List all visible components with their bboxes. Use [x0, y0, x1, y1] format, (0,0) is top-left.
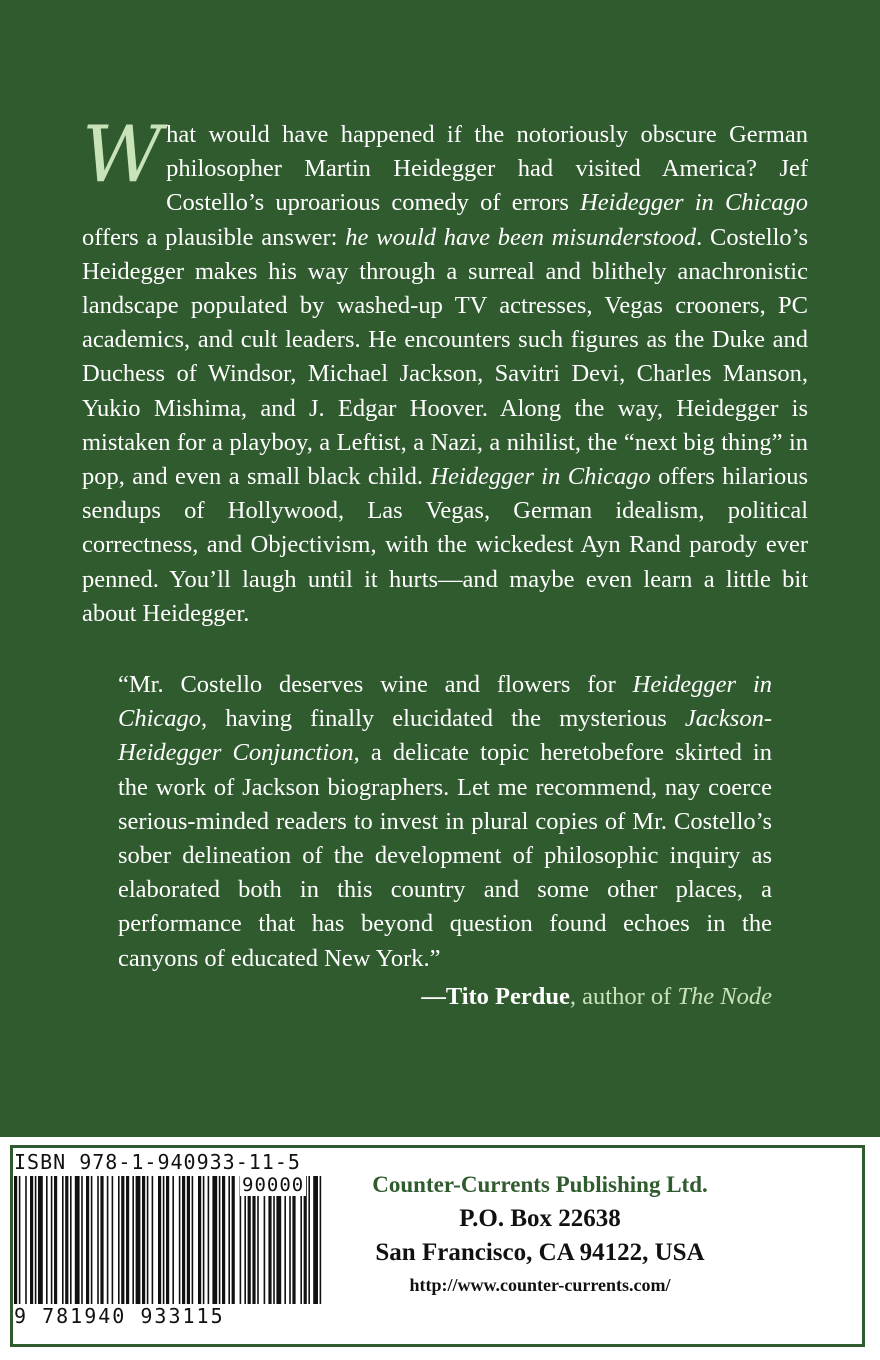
blurb-book-title: Heidegger in Chicago [580, 189, 808, 217]
blurb-text-3: . Costello’s Heidegger makes his way through a surreal and blithely anachronistic landscape populated by washed-up TV actresses, Vegas crooners, PC academics, and cult leaders. He encounters such figures as the Duke and Duchess of Windsor, Michael Jackson, Savitri Devi, Charles Manson, Yukio Mishima, and J. Edgar Hoover. Along the way, Heidegger is mistaken for a playboy, a Leftist, a Nazi, a nihilist, the “next big thing” in pop, and even a small black child. [82, 223, 808, 491]
barcode-bar [212, 1176, 217, 1304]
barcode-bar [81, 1176, 83, 1304]
quote-text-2: , having finally elucidated the mysterious [201, 705, 685, 733]
publisher-po-box: P.O. Box 22638 [459, 1205, 621, 1232]
barcode-bar [232, 1176, 235, 1304]
barcode-bar [97, 1176, 99, 1304]
barcode-bar [100, 1176, 103, 1304]
barcode-bar [54, 1176, 57, 1304]
blurb-answer: he would have been misunderstood [345, 223, 697, 251]
barcode-bar [62, 1176, 64, 1304]
attribution-dash: — [421, 983, 446, 1010]
barcode-bar [75, 1176, 80, 1304]
barcode-bar [91, 1176, 93, 1304]
barcode-bar [126, 1176, 129, 1304]
publisher-block [340, 1168, 740, 1300]
attribution-work: The Node [677, 983, 772, 1010]
barcode-bar [308, 1176, 310, 1304]
barcode-bar [107, 1176, 109, 1304]
barcode-bar [19, 1176, 21, 1304]
publisher-url: http://www.counter-currents.com/ [409, 1275, 671, 1295]
attribution-name: Tito Perdue [445, 983, 570, 1010]
quote-attribution [421, 980, 772, 1014]
barcode-bar [166, 1176, 169, 1304]
barcode-bar [228, 1176, 230, 1304]
publisher-city: San Francisco, CA 94122, USA [375, 1239, 705, 1266]
barcode-bar [192, 1176, 194, 1304]
barcode-bar [163, 1176, 165, 1304]
publisher-name: Counter-Currents Publishing Ltd. [372, 1172, 708, 1197]
barcode-bar [30, 1176, 33, 1304]
price-code: 90000 [242, 1174, 305, 1196]
barcode-bar [51, 1176, 53, 1304]
barcode-bar [152, 1176, 154, 1304]
barcode-bar [38, 1176, 43, 1304]
isbn-label: ISBN 978-1-940933-11-5 [14, 1150, 301, 1174]
blurb-text-4: offers hilarious sendups of Hollywood, Las Vegas, German idealism, political correctness, and Objectivism, with the wickedest Ayn Rand parody ever penned. You’ll laugh until it hurts—and maybe even learn a little bit about Heidegger. [82, 463, 808, 627]
barcode-bar [35, 1176, 37, 1304]
attribution-author-of: , author of [569, 983, 678, 1010]
blurb-text-1: hat would have happened if the notoriously obscure German philosopher Martin Heidegger had visited America? Jef Costello’s uproarious comedy of errors [166, 121, 808, 217]
ean-digits: 9 781940 933115 [14, 1304, 225, 1328]
barcode-bar [203, 1176, 205, 1304]
barcode-bar [182, 1176, 185, 1304]
quote-term: Jackson-Heidegger Conjunction [118, 705, 772, 767]
barcode-bar [132, 1176, 134, 1304]
barcode-bar [320, 1176, 322, 1304]
quote-text-3: , a delicate topic heretobefore skirted in the work of Jackson biographers. Let me recommend, nay coerce serious-minded readers to invest in plural copies of Mr. Costello’s sober delineation of the development of philosophic inquiry as elaborated both in this country and some other places, a performance that has beyond question found echoes in the canyons of educated New York.” [118, 739, 772, 972]
barcode-bar [172, 1176, 174, 1304]
barcode-bar [121, 1176, 124, 1304]
barcode-bar [142, 1176, 145, 1304]
barcode-bar [46, 1176, 48, 1304]
quote-text-1: “Mr. Costello deserves wine and flowers for [118, 671, 633, 698]
barcode-bar [158, 1176, 161, 1304]
barcode-bar [112, 1176, 114, 1304]
barcode-bar [208, 1176, 210, 1304]
barcode-bar [222, 1176, 225, 1304]
review-quote [118, 668, 772, 976]
drop-cap: W [82, 110, 163, 200]
barcode-bar [70, 1176, 72, 1304]
barcode-bar [136, 1176, 141, 1304]
barcode-bar [25, 1176, 27, 1304]
barcode-bar [118, 1176, 120, 1304]
barcode-bar [187, 1176, 190, 1304]
barcode-bar [147, 1176, 149, 1304]
barcode-bar [65, 1176, 68, 1304]
barcode-bar [179, 1176, 181, 1304]
barcode-bar [219, 1176, 221, 1304]
barcode-bar [14, 1176, 17, 1304]
back-cover-blurb [82, 110, 808, 631]
blurb-text-2: offers a plausible answer: [82, 223, 346, 251]
barcode-bar [313, 1176, 318, 1304]
quote-book-title: Heidegger in Chicago [118, 671, 772, 733]
barcode-bar [198, 1176, 201, 1304]
blurb-book-title-2: Heidegger in Chicago [430, 463, 651, 491]
barcode-bar [86, 1176, 89, 1304]
